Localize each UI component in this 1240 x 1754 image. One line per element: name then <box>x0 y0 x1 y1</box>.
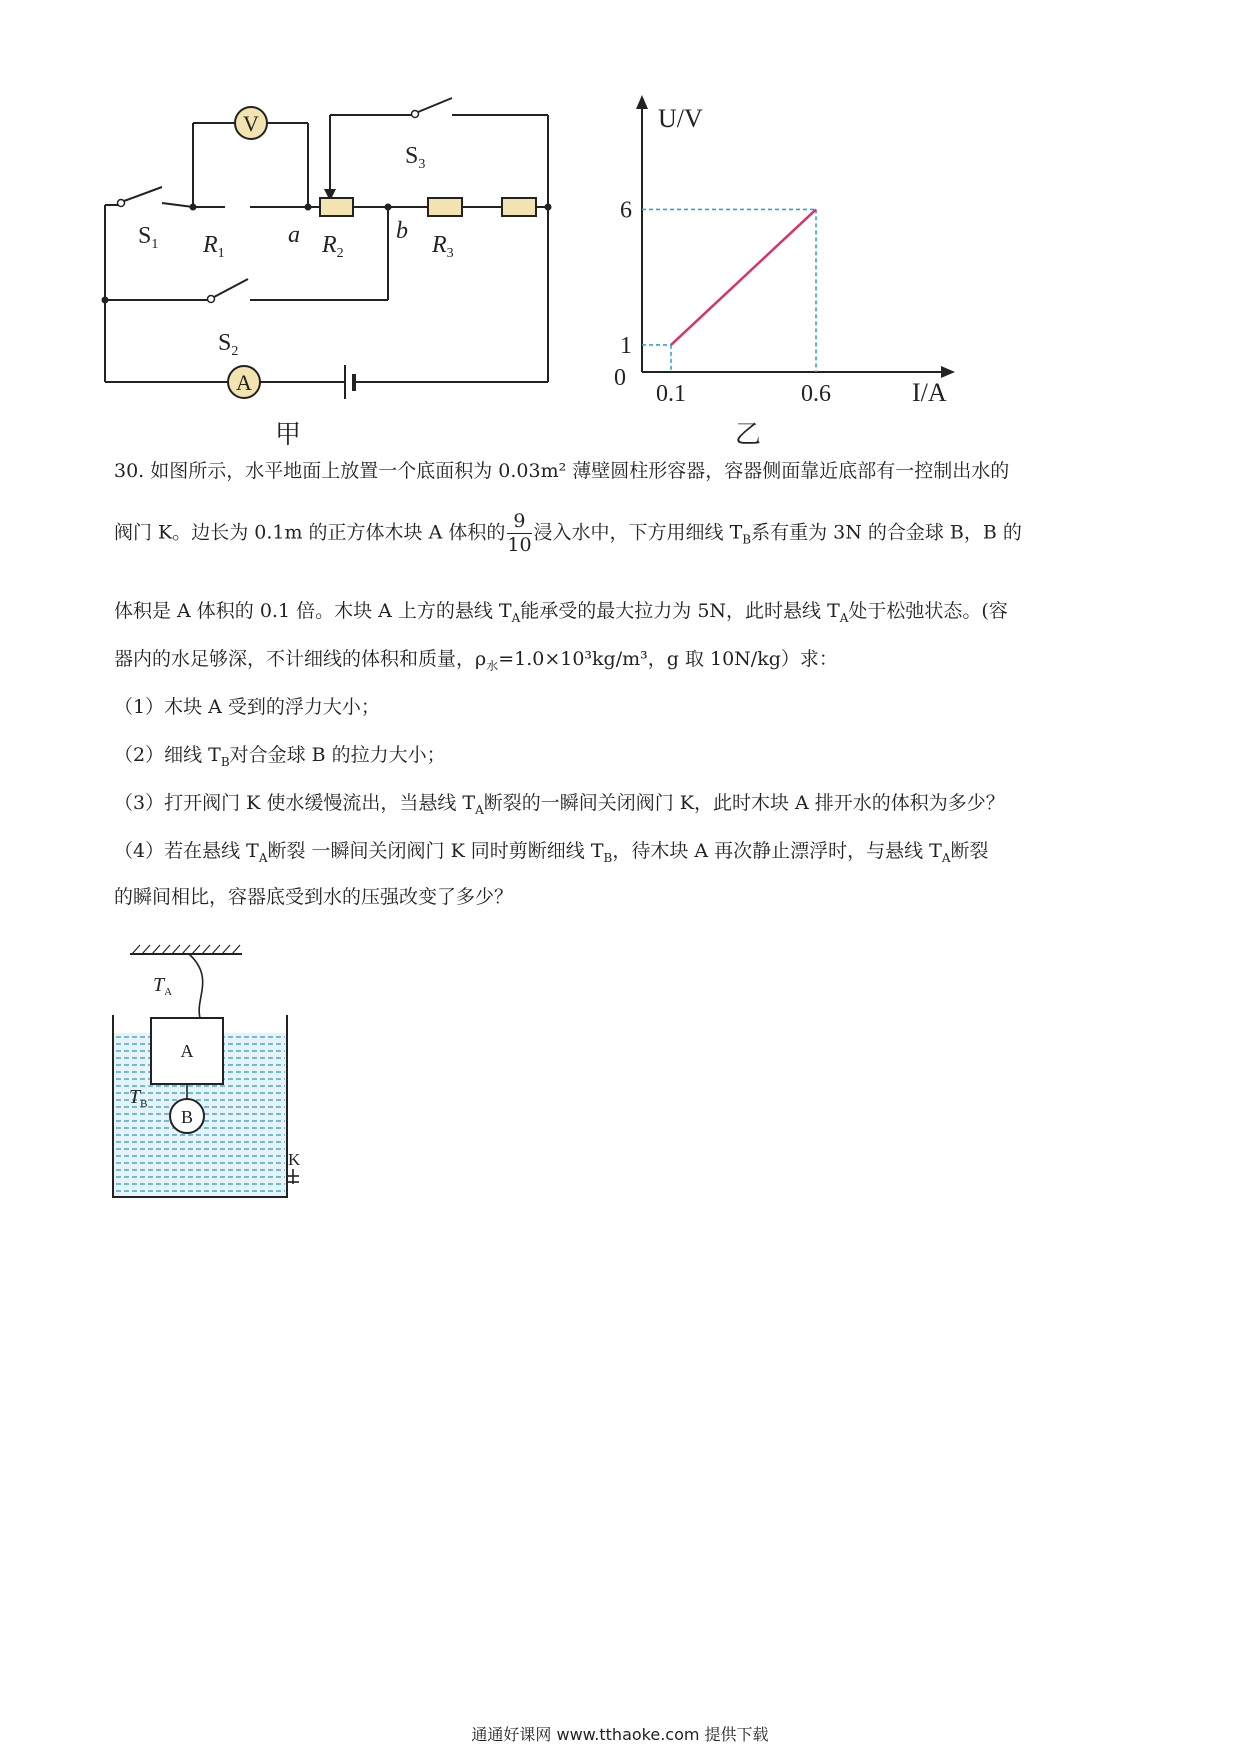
svg-text:R2: $R_2$ <box>322 232 344 261</box>
question-line-3: 体积是 A 体积的 0.1 倍。木块 A 上方的悬线 $T_A$能承受的最大拉力为 5N，此时悬线 $T_A$处于松弛状态。(容 <box>114 600 1008 625</box>
question-line-4: 器内的水足够深，不计细线的体积和质量，$\rho_水=1.0\times 10^3kg/m^3$，g 取 10N/kg）求： <box>114 648 838 673</box>
svg-text:TA: $T_A$ <box>153 974 173 998</box>
question-line-2: 阀门 K。边长为 0.1m 的正方体木块 A 体积的 $\frac{9}{10}$ 浸入水中，下方用细线 $T_B$系有重为 3N 的合金球 B，B 的 <box>114 510 1022 556</box>
graph-caption: 乙 <box>735 420 762 449</box>
resistor-r2 <box>428 198 462 216</box>
sub-question-2: （2）细线 $T_B$对合金球 B 的拉力大小； <box>114 744 446 769</box>
svg-text:V: V <box>243 111 259 136</box>
svg-text:b: b <box>396 218 408 244</box>
svg-text:B: B <box>180 1107 194 1127</box>
x-tick-label: 0.6 <box>801 381 831 407</box>
footer: 通通好课网 www.tthaoke.com 提供下载 <box>471 1725 769 1744</box>
svg-text:R3: $R_3$ <box>432 232 454 261</box>
y-tick-label: 1 <box>620 332 632 359</box>
svg-text:S3: $S_3$ <box>405 143 426 172</box>
svg-text:S2: $S_2$ <box>218 330 239 359</box>
circuit-caption: 甲 <box>275 420 302 449</box>
resistor-r3 <box>502 198 536 216</box>
svg-text:S1: $S_1$ <box>138 223 159 252</box>
x-axis-arrow <box>941 366 955 378</box>
sub-question-4: （4）若在悬线 $T_A$断裂 一瞬间关闭阀门 K 同时剪断细线 $T_B$，待木块 A 再次静止漂浮时，与悬线 $T_A$断裂 <box>114 840 989 865</box>
svg-text:A: A <box>236 370 252 395</box>
sub-question-3: （3）打开阀门 K 使水缓慢流出，当悬线 $T_A$断裂的一瞬间关闭阀门 K，此时木块 A 排开水的体积为多少？ <box>114 792 1005 817</box>
sub-question-4-cont: 的瞬间相比，容器底受到水的压强改变了多少？ <box>114 886 514 908</box>
svg-text:A: A <box>180 1041 194 1061</box>
svg-text:R1: $R_1$ <box>203 232 225 261</box>
circuit-diagram <box>100 95 580 465</box>
ui-graph <box>600 95 980 465</box>
question-line-1: 30. 如图所示，水平地面上放置一个底面积为 0.03m² 薄壁圆柱形容器，容器侧面靠近底部有一控制出水的 <box>114 460 1010 482</box>
y-axis-arrow <box>636 95 648 109</box>
fraction: $\frac{9}{10}$ <box>507 510 532 556</box>
x-tick-label: 0.1 <box>656 381 686 407</box>
y-tick-label: 6 <box>620 197 632 224</box>
x-axis-label: I/A <box>912 378 947 407</box>
svg-text:a: a <box>288 222 300 248</box>
series-line <box>671 209 816 345</box>
y-axis-label: U/V <box>658 104 703 133</box>
container-diagram <box>105 940 305 1215</box>
sub-question-1: （1）木块 A 受到的浮力大小； <box>114 696 380 718</box>
question-30 <box>114 460 1124 930</box>
origin-label: 0 <box>614 365 626 391</box>
svg-text:TB: $T_B$ <box>129 1086 148 1110</box>
valve-label: K <box>288 1150 301 1169</box>
resistor-r1 <box>320 198 353 216</box>
